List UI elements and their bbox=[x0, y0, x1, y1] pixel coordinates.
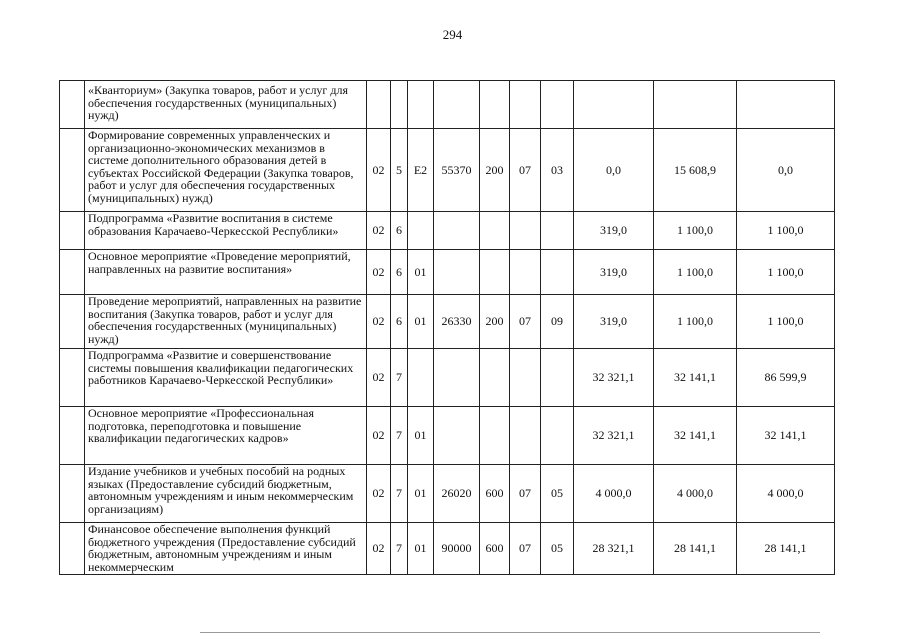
direction-code-cell bbox=[434, 81, 480, 129]
expense-type-cell bbox=[480, 212, 510, 250]
event-code-cell: 01 bbox=[408, 250, 434, 295]
event-code-cell: Е2 bbox=[408, 129, 434, 212]
subprogram-code-cell: 7 bbox=[391, 465, 408, 523]
section-cell bbox=[510, 349, 541, 407]
subprogram-code-cell bbox=[391, 81, 408, 129]
scan-edge-line bbox=[200, 632, 820, 633]
subprogram-code-cell: 7 bbox=[391, 407, 408, 465]
subsection-cell: 03 bbox=[541, 129, 574, 212]
amount-year2-cell: 32 141,1 bbox=[654, 349, 737, 407]
item-name-cell: Основное мероприятие «Профессиональная подготовка, переподготовка и повышение квалификации педагогических кадров» bbox=[85, 407, 367, 465]
expense-type-cell bbox=[480, 407, 510, 465]
table-row bbox=[60, 212, 835, 250]
row-number-cell bbox=[60, 349, 85, 407]
section-cell: 07 bbox=[510, 295, 541, 349]
subprogram-code-cell: 6 bbox=[391, 250, 408, 295]
program-code-cell: 02 bbox=[367, 407, 391, 465]
row-number-cell bbox=[60, 250, 85, 295]
program-code-cell: 02 bbox=[367, 129, 391, 212]
subsection-cell bbox=[541, 349, 574, 407]
table-row bbox=[60, 523, 835, 575]
subsection-cell bbox=[541, 81, 574, 129]
subsection-cell: 05 bbox=[541, 465, 574, 523]
subsection-cell: 09 bbox=[541, 295, 574, 349]
amount-year1-cell: 32 321,1 bbox=[574, 407, 654, 465]
amount-year2-cell: 1 100,0 bbox=[654, 212, 737, 250]
direction-code-cell bbox=[434, 250, 480, 295]
direction-code-cell: 26020 bbox=[434, 465, 480, 523]
amount-year1-cell: 319,0 bbox=[574, 295, 654, 349]
subsection-cell: 05 bbox=[541, 523, 574, 575]
subprogram-code-cell: 7 bbox=[391, 349, 408, 407]
subsection-cell bbox=[541, 250, 574, 295]
amount-year2-cell bbox=[654, 81, 737, 129]
amount-year3-cell: 0,0 bbox=[737, 129, 835, 212]
expense-type-cell: 600 bbox=[480, 523, 510, 575]
table-row bbox=[60, 465, 835, 523]
table-row bbox=[60, 81, 835, 129]
subprogram-code-cell: 6 bbox=[391, 295, 408, 349]
item-name-cell: Проведение мероприятий, направленных на развитие воспитания (Закупка товаров, работ и услуг для обеспечения государственных (муниципальных) нужд) bbox=[85, 295, 367, 349]
row-number-cell bbox=[60, 523, 85, 575]
amount-year3-cell: 4 000,0 bbox=[737, 465, 835, 523]
amount-year1-cell: 319,0 bbox=[574, 250, 654, 295]
amount-year1-cell: 319,0 bbox=[574, 212, 654, 250]
amount-year3-cell: 28 141,1 bbox=[737, 523, 835, 575]
section-cell bbox=[510, 250, 541, 295]
item-name-cell: Подпрограмма «Развитие воспитания в системе образования Карачаево-Черкесской Республики» bbox=[85, 212, 367, 250]
expense-type-cell bbox=[480, 81, 510, 129]
row-number-cell bbox=[60, 212, 85, 250]
amount-year1-cell bbox=[574, 81, 654, 129]
event-code-cell: 01 bbox=[408, 523, 434, 575]
amount-year1-cell: 28 321,1 bbox=[574, 523, 654, 575]
amount-year2-cell: 4 000,0 bbox=[654, 465, 737, 523]
program-code-cell: 02 bbox=[367, 465, 391, 523]
event-code-cell: 01 bbox=[408, 465, 434, 523]
amount-year2-cell: 15 608,9 bbox=[654, 129, 737, 212]
section-cell bbox=[510, 407, 541, 465]
amount-year1-cell: 32 321,1 bbox=[574, 349, 654, 407]
amount-year2-cell: 32 141,1 bbox=[654, 407, 737, 465]
event-code-cell bbox=[408, 81, 434, 129]
row-number-cell bbox=[60, 129, 85, 212]
program-code-cell: 02 bbox=[367, 212, 391, 250]
amount-year3-cell bbox=[737, 81, 835, 129]
row-number-cell bbox=[60, 407, 85, 465]
direction-code-cell bbox=[434, 407, 480, 465]
expense-type-cell bbox=[480, 250, 510, 295]
event-code-cell: 01 bbox=[408, 407, 434, 465]
item-name-cell: Основное мероприятие «Проведение мероприятий, направленных на развитие воспитания» bbox=[85, 250, 367, 295]
amount-year3-cell: 1 100,0 bbox=[737, 250, 835, 295]
expense-type-cell bbox=[480, 349, 510, 407]
amount-year3-cell: 32 141,1 bbox=[737, 407, 835, 465]
table-row bbox=[60, 250, 835, 295]
item-name-cell: Финансовое обеспечение выполнения функций бюджетного учреждения (Предоставление субсидий бюджетным, автономным учреждениям и иным некоммерческим bbox=[85, 523, 367, 575]
event-code-cell bbox=[408, 212, 434, 250]
section-cell bbox=[510, 212, 541, 250]
amount-year3-cell: 86 599,9 bbox=[737, 349, 835, 407]
direction-code-cell: 55370 bbox=[434, 129, 480, 212]
amount-year3-cell: 1 100,0 bbox=[737, 212, 835, 250]
subsection-cell bbox=[541, 407, 574, 465]
expense-type-cell: 200 bbox=[480, 295, 510, 349]
table-row bbox=[60, 295, 835, 349]
row-number-cell bbox=[60, 465, 85, 523]
amount-year1-cell: 4 000,0 bbox=[574, 465, 654, 523]
item-name-cell: Издание учебников и учебных пособий на родных языках (Предоставление субсидий бюджетным, автономным учреждениям и иным некоммерческим организациям) bbox=[85, 465, 367, 523]
table-row bbox=[60, 407, 835, 465]
item-name-cell: «Кванториум» (Закупка товаров, работ и услуг для обеспечения государственных (муниципальных) нужд) bbox=[85, 81, 367, 129]
event-code-cell: 01 bbox=[408, 295, 434, 349]
program-code-cell: 02 bbox=[367, 250, 391, 295]
amount-year2-cell: 1 100,0 bbox=[654, 295, 737, 349]
direction-code-cell: 90000 bbox=[434, 523, 480, 575]
item-name-cell: Подпрограмма «Развитие и совершенствование системы повышения квалификации педагогических работников Карачаево-Черкесской Республики» bbox=[85, 349, 367, 407]
budget-table bbox=[59, 80, 835, 575]
subprogram-code-cell: 7 bbox=[391, 523, 408, 575]
expense-type-cell: 600 bbox=[480, 465, 510, 523]
amount-year1-cell: 0,0 bbox=[574, 129, 654, 212]
row-number-cell bbox=[60, 295, 85, 349]
program-code-cell: 02 bbox=[367, 523, 391, 575]
section-cell: 07 bbox=[510, 465, 541, 523]
table-row bbox=[60, 349, 835, 407]
amount-year3-cell: 1 100,0 bbox=[737, 295, 835, 349]
section-cell: 07 bbox=[510, 523, 541, 575]
program-code-cell: 02 bbox=[367, 349, 391, 407]
amount-year2-cell: 28 141,1 bbox=[654, 523, 737, 575]
amount-year2-cell: 1 100,0 bbox=[654, 250, 737, 295]
subprogram-code-cell: 6 bbox=[391, 212, 408, 250]
expense-type-cell: 200 bbox=[480, 129, 510, 212]
program-code-cell: 02 bbox=[367, 295, 391, 349]
section-cell bbox=[510, 81, 541, 129]
direction-code-cell bbox=[434, 349, 480, 407]
subprogram-code-cell: 5 bbox=[391, 129, 408, 212]
table-row bbox=[60, 129, 835, 212]
item-name-cell: Формирование современных управленческих и организационно-экономических механизмов в системе дополнительного образования детей в субъектах Российской Федерации (Закупка товаров, работ и услуг для обеспечения государственных (муниципальных) нужд) bbox=[85, 129, 367, 212]
direction-code-cell: 26330 bbox=[434, 295, 480, 349]
row-number-cell bbox=[60, 81, 85, 129]
program-code-cell bbox=[367, 81, 391, 129]
page-number: 294 bbox=[442, 27, 463, 42]
section-cell: 07 bbox=[510, 129, 541, 212]
event-code-cell bbox=[408, 349, 434, 407]
subsection-cell bbox=[541, 212, 574, 250]
direction-code-cell bbox=[434, 212, 480, 250]
